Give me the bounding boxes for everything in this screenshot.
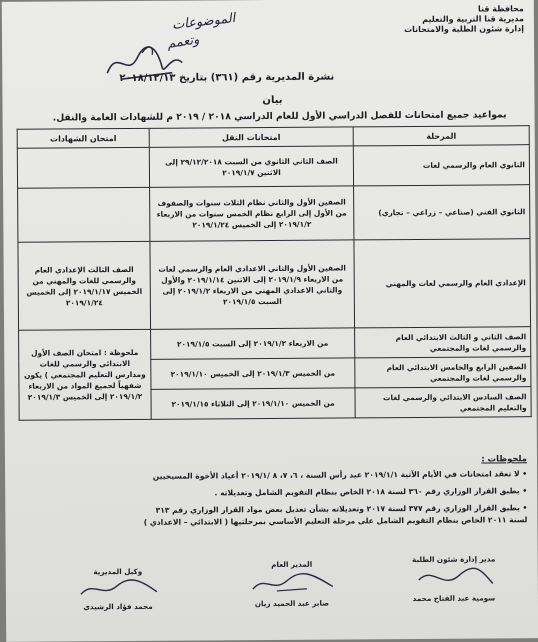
cert-cell — [18, 187, 150, 242]
header-stage: المرحلة — [353, 126, 529, 146]
transfer-cell: الصفين الأول والثاني الاعدادي العام والرسمي لغات من الاربعاء ٢٠١٩/١/٩ إلى الاثنين ٢٠١٩/١/١٤ والأول والثاني الاعدادي المهني من الاربعاء ٢٠١٩/١/٢ إلى السبت ٢٠١٩/١/٥ — [150, 240, 355, 329]
header-line-3: إدارة شئون الطلبة والامتحانات — [404, 24, 525, 35]
stage-cell: الثانوي الفني (صناعي – زراعي – تجاري) — [354, 185, 530, 240]
header-line-2: مديرية قنا التربية والتعليم — [422, 14, 524, 24]
stage-cell: الصف السادس الابتدائي والرسمي لغات والتعليم المجتمعي — [355, 387, 531, 418]
header-line-1: محافظة قنا — [477, 4, 524, 14]
table-row — [18, 185, 530, 243]
stage-cell: الصفين الرابع والخامس الابتدائي العام والرسمي لغات والمجتمعي — [355, 357, 531, 388]
signature-title: المدير العام — [271, 559, 313, 569]
table-row — [18, 239, 531, 331]
handwritten-note-1: الموضوعات — [171, 10, 237, 33]
note-item: • يطبق القرار الوزاري رقم ٣٧٧ لسنة ٢٠١٧ وتعديلاته بشأن تعديل بعض مواد القرار الوزاري رقم ٣١٣ — [155, 503, 528, 515]
notes-section — [19, 453, 527, 529]
table-row — [17, 145, 529, 189]
signature-title: وكيل المديرية — [93, 566, 143, 577]
signature-director-general — [232, 559, 352, 608]
notes-title: ملحوظات : — [481, 453, 528, 464]
transfer-cell: من الخميس ٢٠١٩/١/٣ إلى الخميس ٢٠١٩/١/١٠ — [151, 358, 355, 389]
header-certificates: امتحان الشهادات — [17, 128, 149, 148]
signature-scribble — [409, 563, 499, 592]
exam-schedule-table — [17, 125, 532, 421]
transfer-cell: الصف الثاني الثانوي من السبت ٢٩/١٢/٢٠١٨ إلى الاثنين ٢٠١٩/١/٧ — [149, 146, 353, 187]
cert-cell — [17, 147, 149, 188]
table-row — [19, 327, 531, 361]
directorate-header — [404, 4, 524, 35]
signature-scribble — [247, 569, 337, 598]
transfer-cell: الصفين الأول والثاني نظام الثلاث سنوات والصفوف من الأول إلى الرابع نظام الخمس سنوات من الاربعاء ٢٠١٩/١/٢ إلى الخميس ٢٠١٩/١/٢٤ — [150, 186, 354, 241]
stage-cell: الصف الثاني و الثالث الابتدائي العام والرسمي لغات والمجتمعي — [355, 327, 531, 358]
statement-subtitle: بمواعيد جميع امتحانات للفصل الدراسي الأول للعام الدراسي ٢٠١٨ / ٢٠١٩ م للشهادات العامة والنقل. — [52, 109, 507, 124]
note-item: لسنة ٢٠١١ الخاص بنظام التقويم الشامل على مرحلة التعليم الأساسي بمرحلتيها ( الابتدائي – الاعدادي ) — [143, 515, 528, 527]
signature-student-affairs — [394, 554, 514, 603]
stage-cell: الإعدادي العام والرسمي لغات والمهني — [354, 239, 531, 328]
note-item: • يطبق القرار الوزاري رقم ٣٦٠ لسنة ٢٠١٨ الخاص بنظام التقويم الشامل وتعديلاته . — [214, 486, 528, 498]
handwritten-note-2: وتعمم — [166, 32, 201, 52]
bulletin-reference: نشرة المديرية رقم (٣٦١) بتاريخ ٢٠١٨/١٢/١٣ — [119, 71, 335, 85]
stage-cell: الثانوي العام والرسمي لغات — [353, 145, 529, 186]
signature-name: سومية عبد الفتاح محمد — [412, 593, 496, 604]
signature-scribble — [73, 576, 163, 601]
transfer-cell: من الاربعاء ٢٠١٩/١/٢ إلى السبت ٢٠١٩/١/٥ — [151, 328, 355, 359]
signature-name: محمد فؤاد الرشيدي — [83, 601, 153, 612]
note-item: • لا تعقد امتحانات في الأيام الآتية ٢٠١٩/١/١ عيد رأس السنة ، ٦، ٧، ٨ /٢٠١٩/١ أعياد الأخوة المسيحيين — [152, 469, 528, 481]
statement-heading: بيان — [262, 94, 283, 107]
signature-name: صابر عبد الحميد زيان — [254, 598, 330, 609]
signature-deputy — [58, 567, 178, 612]
signature-title: مدير إدارة شئون الطلبة — [411, 554, 496, 565]
document-page — [2, 0, 538, 642]
transfer-cell: من الخميس ٢٠١٩/١/١٠ إلى الثلاثاء ٢٠١٩/١/١٥ — [151, 388, 355, 419]
header-transfer: امتحانات النقل — [149, 127, 353, 147]
cert-cell: الصف الثالث الإعدادي العام والرسمي للغات والمهني من الخميس ٢٠١٩/١/١٧ إلى الخميس ٢٠١٩/١/٢٤ — [18, 241, 151, 330]
cert-note-cell: ملحوظة : امتحان الصف الأول الابتدائي والرسمي للغات ومدارس التعليم المجتمعي ) يكون شفهياً لجميع المواد من الاربعاء ٢٠١٩/١/٢ إلى الخميس ٢٠١٩/١/٣ — [19, 329, 152, 420]
